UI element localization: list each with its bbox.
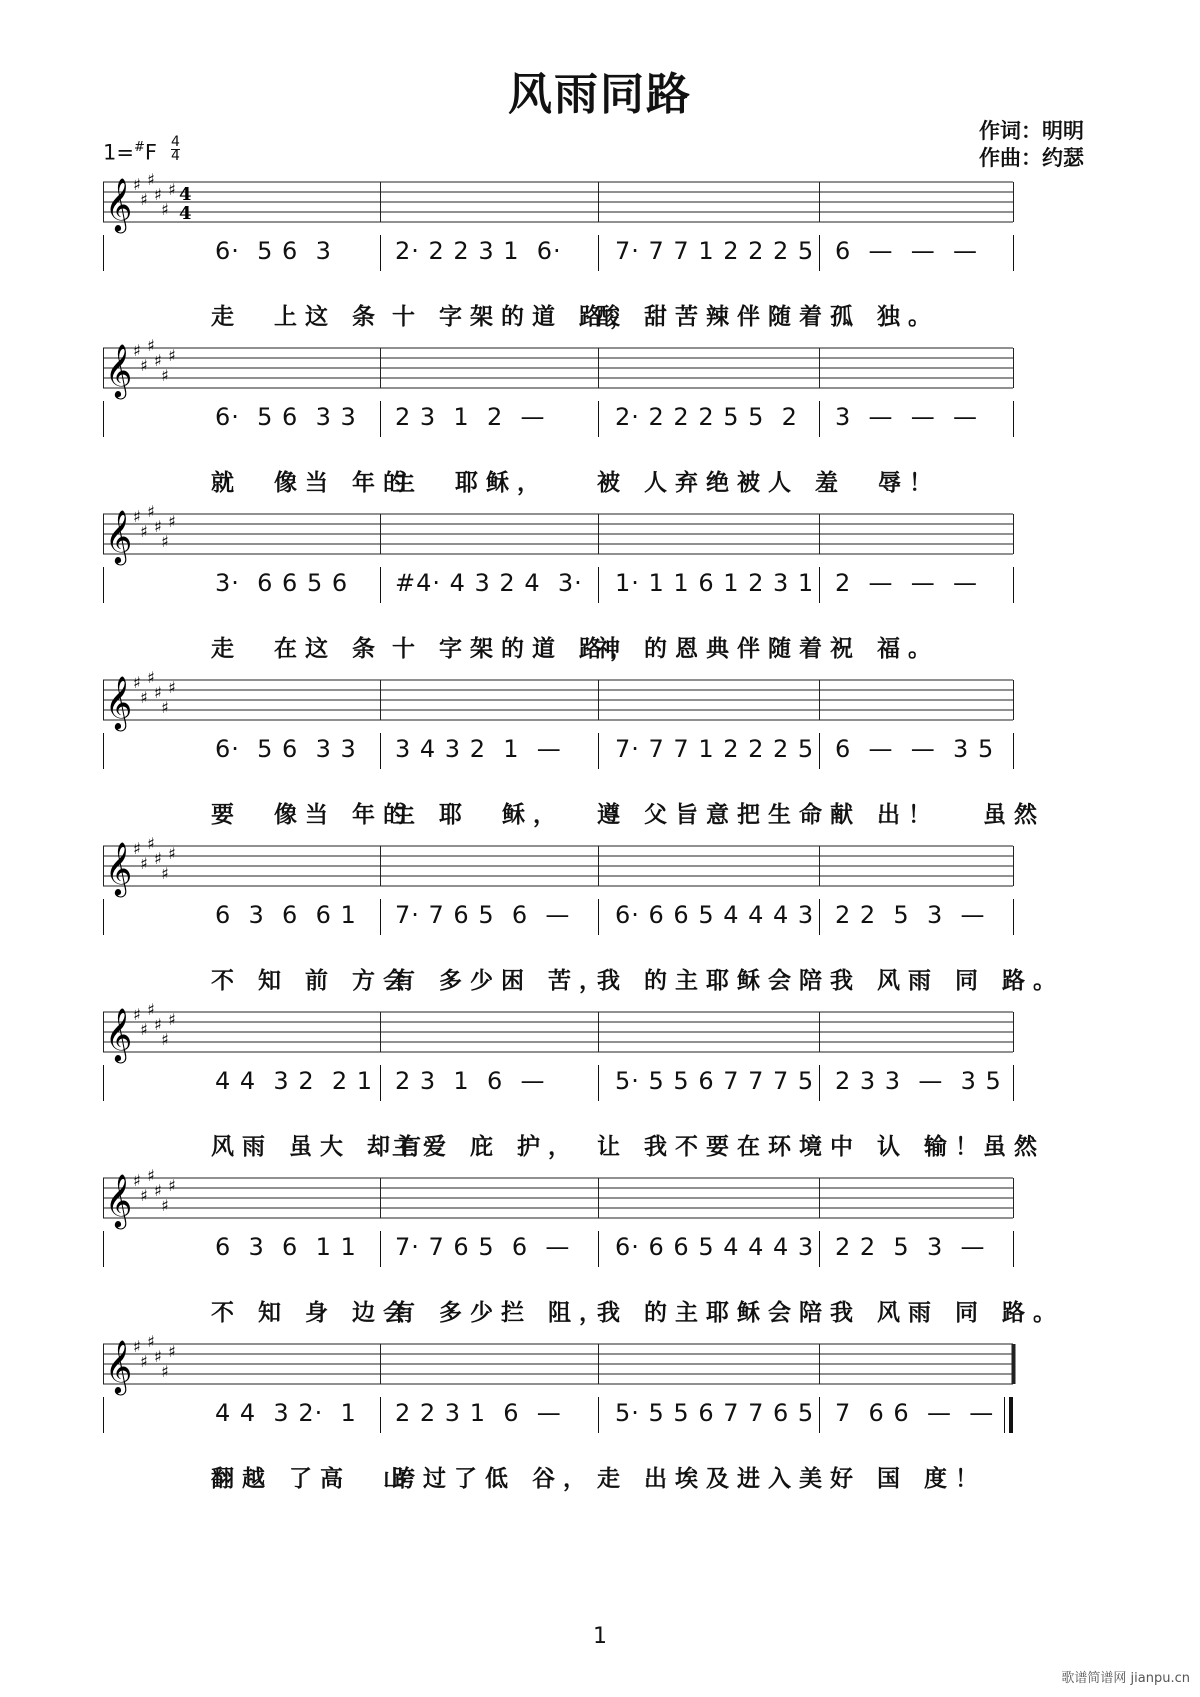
lyrics-measure: 酸 甜苦辣伴随着孤 独。 [597,304,940,330]
lyrics-measure: 主爱 庇 护， [392,1134,580,1160]
key-sharp-icon: ♯ [154,1347,162,1366]
jianpu-barline [598,733,599,769]
staff [103,1002,1106,1064]
composer-credit: 作曲：约瑟 [979,146,1084,170]
jianpu-barline [380,1065,381,1101]
score-system [103,836,1106,1002]
jianpu-barline [1013,1231,1014,1267]
jianpu-measure: 2 3 1 2 — [395,403,546,431]
lyrics-measure: 十 字架的道 路， [392,636,642,662]
key-sharp-icon: ♯ [168,1342,176,1361]
watermark: 歌谱简谱网 jianpu.cn [1061,1671,1190,1686]
key-sharp-icon: ♯ [133,1005,141,1024]
jianpu-barline [819,1397,820,1433]
key-sharp-icon: ♯ [168,1176,176,1195]
lyrics-measure: 有 多少困 苦， [392,968,611,994]
key-sharp-icon: ♯ [133,1337,141,1356]
key-sharp-icon: ♯ [140,190,148,209]
staff-time-signature: 4 [179,203,192,224]
key-sharp-icon: ♯ [154,1015,162,1034]
jianpu-row [103,235,1106,271]
jianpu-measure: 6· 5 6 3 3 [215,735,357,763]
jianpu-measure: #4· 4 3 2 4 3· [395,569,583,597]
key-sharp-icon: ♯ [140,1186,148,1205]
key-sharp-icon: ♯ [154,683,162,702]
key-sharp-icon: ♯ [161,532,169,551]
lyrics-row [103,1460,1106,1492]
key-sharp-icon: ♯ [147,670,155,687]
jianpu-barline [598,1065,599,1101]
jianpu-measure: 2 2 5 3 — [835,901,986,929]
jianpu-barline [1013,401,1014,437]
key-sharp-icon: ♯ [168,346,176,365]
jianpu-measure: 7· 7 6 5 6 — [395,1233,571,1261]
jianpu-row [103,401,1106,437]
jianpu-barline [380,1397,381,1433]
lyrics-measure: 主 耶 稣， [392,802,565,828]
lyrics-row [103,962,1106,994]
key-sharp-icon: ♯ [133,839,141,858]
key-sharp-icon: ♯ [147,1002,155,1019]
jianpu-barline [1009,1397,1013,1433]
jianpu-barline [1004,1397,1005,1433]
treble-clef-icon: 𝄞 [105,1173,133,1227]
key-signature: 1=#F $\frac{4}{4}$ [103,134,180,165]
credits [979,118,1084,172]
staff [103,172,1106,234]
jianpu-barline [103,899,104,935]
jianpu-barline [598,899,599,935]
jianpu-barline [380,567,381,603]
jianpu-barline [1013,1065,1014,1101]
jianpu-measure: 3 4 3 2 1 — [395,735,562,763]
lyrics-measure: 翻越 了高 山 [211,1466,415,1492]
jianpu-barline [380,235,381,271]
treble-clef-icon: 𝄞 [105,509,133,563]
jianpu-measure: 6· 5 6 3 [215,237,332,265]
jianpu-barline [103,1065,104,1101]
key-sharp-icon: ♯ [161,200,169,219]
key-sharp-icon: ♯ [161,1362,169,1381]
key-sharp-icon: ♯ [147,1168,155,1185]
score-system [103,1168,1106,1334]
jianpu-barline [380,733,381,769]
key-sharp-icon: ♯ [147,504,155,521]
jianpu-barline [819,235,820,271]
jianpu-measure: 1· 1 1 6 1 2 3 1 [615,569,815,597]
key-sharp-icon: ♯ [140,1020,148,1039]
lyrics-measure: 遵 父旨意把生命献 出！ [597,802,940,828]
jianpu-measure: 4 4 3 2· 1 [215,1399,357,1427]
score-system [103,1002,1106,1168]
staff-time-signature: 4 [179,184,192,205]
jianpu-measure: 6 — — 3 5 [835,735,995,763]
jianpu-barline [103,235,104,271]
time-signature: $\frac{4}{4}$ [170,134,180,164]
jianpu-measure: 3· 6 6 5 6 [215,569,349,597]
key-sharp-icon: ♯ [147,1334,155,1351]
treble-clef-icon: 𝄞 [105,1339,133,1393]
jianpu-measure: 2· 2 2 3 1 6· [395,237,562,265]
staff [103,1334,1106,1396]
jianpu-barline [598,1397,599,1433]
jianpu-barline [819,1065,820,1101]
jianpu-measure: 7· 7 6 5 6 — [395,901,571,929]
lyrics-measure: 主 耶稣， [392,470,549,496]
jianpu-barline [819,899,820,935]
staff [103,338,1106,400]
jianpu-measure: 2 — — — [835,569,979,597]
jianpu-measure: 7· 7 7 1 2 2 2 5 [615,735,815,763]
key-sharp-icon: ♯ [133,1171,141,1190]
jianpu-barline [1013,899,1014,935]
key-sharp-icon: ♯ [154,517,162,536]
lyrics-measure: 要 像当 年的 [211,802,415,828]
jianpu-row [103,899,1106,935]
lyrics-row [103,1128,1106,1160]
key-sharp-icon: ♯ [140,854,148,873]
lyrics-measure: 十 字架的道 路， [392,304,642,330]
jianpu-barline [819,567,820,603]
jianpu-row [103,1231,1106,1267]
jianpu-barline [380,899,381,935]
lyrics-measure: 跨过了低 谷， [392,1466,595,1492]
jianpu-measure: 2 2 5 3 — [835,1233,986,1261]
lyrics-measure: 走 出埃及进入美好 国 度！ [597,1466,987,1492]
lyrics-row [103,1294,1106,1326]
jianpu-barline [598,567,599,603]
key-sharp-icon: ♯ [147,836,155,853]
jianpu-barline [103,401,104,437]
jianpu-measure: 6· 6 6 5 4 4 4 3 [615,901,815,929]
key-sharp-icon: ♯ [147,338,155,355]
jianpu-measure: 7 6 6 — — [835,1399,995,1427]
key-sharp-icon: ♯ [140,1352,148,1371]
jianpu-measure: 7· 7 7 1 2 2 2 5 [615,237,815,265]
lyrics-measure: 虽然 [983,1134,1045,1160]
key-sharp-icon: ♯ [140,356,148,375]
staff [103,1168,1106,1230]
jianpu-barline [103,1397,104,1433]
lyrics-measure: 虽然 [983,802,1045,828]
treble-clef-icon: 𝄞 [105,675,133,729]
song-title: 风雨同路 [508,69,692,120]
key-sharp-icon: ♯ [161,864,169,883]
key-sharp-icon: ♯ [140,522,148,541]
lyrics-measure: 走 在这 条 [211,636,384,662]
jianpu-measure: 6 — — — [835,237,979,265]
jianpu-barline [1013,733,1014,769]
score-system [103,338,1106,504]
score-system [103,1334,1106,1500]
jianpu-barline [103,733,104,769]
key-sharp-icon: ♯ [154,1181,162,1200]
jianpu-measure: 4 4 3 2 2 1 [215,1067,374,1095]
jianpu-row [103,1065,1106,1101]
treble-clef-icon: 𝄞 [105,841,133,895]
lyrics-measure: 不 知 身 边会 [211,1300,415,1326]
jianpu-barline [819,733,820,769]
lyrics-measure: 被 人弃绝被人 羞 辱！ [597,470,941,496]
key-sharp-icon: ♯ [168,844,176,863]
jianpu-measure: 6 3 6 6 1 [215,901,357,929]
jianpu-barline [380,401,381,437]
key-sharp-icon: ♯ [161,366,169,385]
key-sharp-icon: ♯ [133,175,141,194]
jianpu-measure: 6 3 6 1 1 [215,1233,357,1261]
lyrics-measure: 走 上这 条 [211,304,384,330]
lyrics-row [103,796,1106,828]
staff [103,504,1106,566]
treble-clef-icon: 𝄞 [105,177,133,231]
jianpu-measure: 2· 2 2 2 5 5 2 [615,403,798,431]
jianpu-barline [819,1231,820,1267]
lyrics-row [103,298,1106,330]
lyrics-measure: 有 多少拦 阻， [392,1300,611,1326]
key-sharp-icon: ♯ [161,698,169,717]
key-sharp-icon: ♯ [168,512,176,531]
key-sharp-icon: ♯ [154,185,162,204]
score-system [103,670,1106,836]
lyrics-measure: 我 的主耶稣会陪我 风雨 同 路。 [597,1300,1065,1326]
jianpu-measure: 2 3 3 — 3 5 [835,1067,1002,1095]
jianpu-measure: 6· 5 6 3 3 [215,403,357,431]
jianpu-measure: 3 — — — [835,403,979,431]
key-sharp-icon: ♯ [154,351,162,370]
jianpu-measure: 2 3 1 6 — [395,1067,546,1095]
key-sharp-icon: ♯ [161,1196,169,1215]
key-sharp-icon: ♯ [168,1010,176,1029]
key-sharp-icon: ♯ [133,673,141,692]
jianpu-barline [598,401,599,437]
key-sharp-icon: ♯ [161,1030,169,1049]
key-sharp-icon: ♯ [147,172,155,189]
lyrics-measure: 神 的恩典伴随着祝 福。 [597,636,940,662]
jianpu-measure: 5· 5 5 6 7 7 6 5 [615,1399,815,1427]
lyrics-measure: 不 知 前 方会 [211,968,415,994]
jianpu-barline [103,1231,104,1267]
lyricist-credit: 作词：明明 [979,119,1084,143]
treble-clef-icon: 𝄞 [105,1007,133,1061]
jianpu-measure: 6· 6 6 5 4 4 4 3 [615,1233,815,1261]
lyrics-measure: 让 我不要在环境中 认 输！ [597,1134,987,1160]
staff [103,836,1106,898]
jianpu-barline [103,567,104,603]
key-sharp-icon: ♯ [140,688,148,707]
jianpu-barline [598,235,599,271]
treble-clef-icon: 𝄞 [105,343,133,397]
score-system [103,504,1106,670]
jianpu-barline [1013,567,1014,603]
staff [103,670,1106,732]
lyrics-row [103,464,1106,496]
key-sharp-icon: ♯ [168,678,176,697]
key-sharp-icon: ♯ [168,180,176,199]
key-sharp-icon: ♯ [154,849,162,868]
key-sharp-icon: ♯ [133,341,141,360]
lyrics-measure: 风雨 虽大 却有 [211,1134,430,1160]
lyrics-row [103,630,1106,662]
jianpu-row [103,567,1106,603]
jianpu-barline [380,1231,381,1267]
jianpu-barline [598,1231,599,1267]
jianpu-measure: 2 2 3 1 6 — [395,1399,562,1427]
jianpu-barline [1013,235,1014,271]
key-sharp-icon: ♯ [133,507,141,526]
lyrics-measure: 就 像当 年的 [211,470,415,496]
jianpu-row [103,1397,1106,1433]
jianpu-row [103,733,1106,769]
page-number: 1 [593,1624,607,1649]
jianpu-measure: 5· 5 5 6 7 7 7 5 [615,1067,815,1095]
score-system [103,172,1106,338]
lyrics-measure: 我 的主耶稣会陪我 风雨 同 路。 [597,968,1065,994]
jianpu-barline [819,401,820,437]
